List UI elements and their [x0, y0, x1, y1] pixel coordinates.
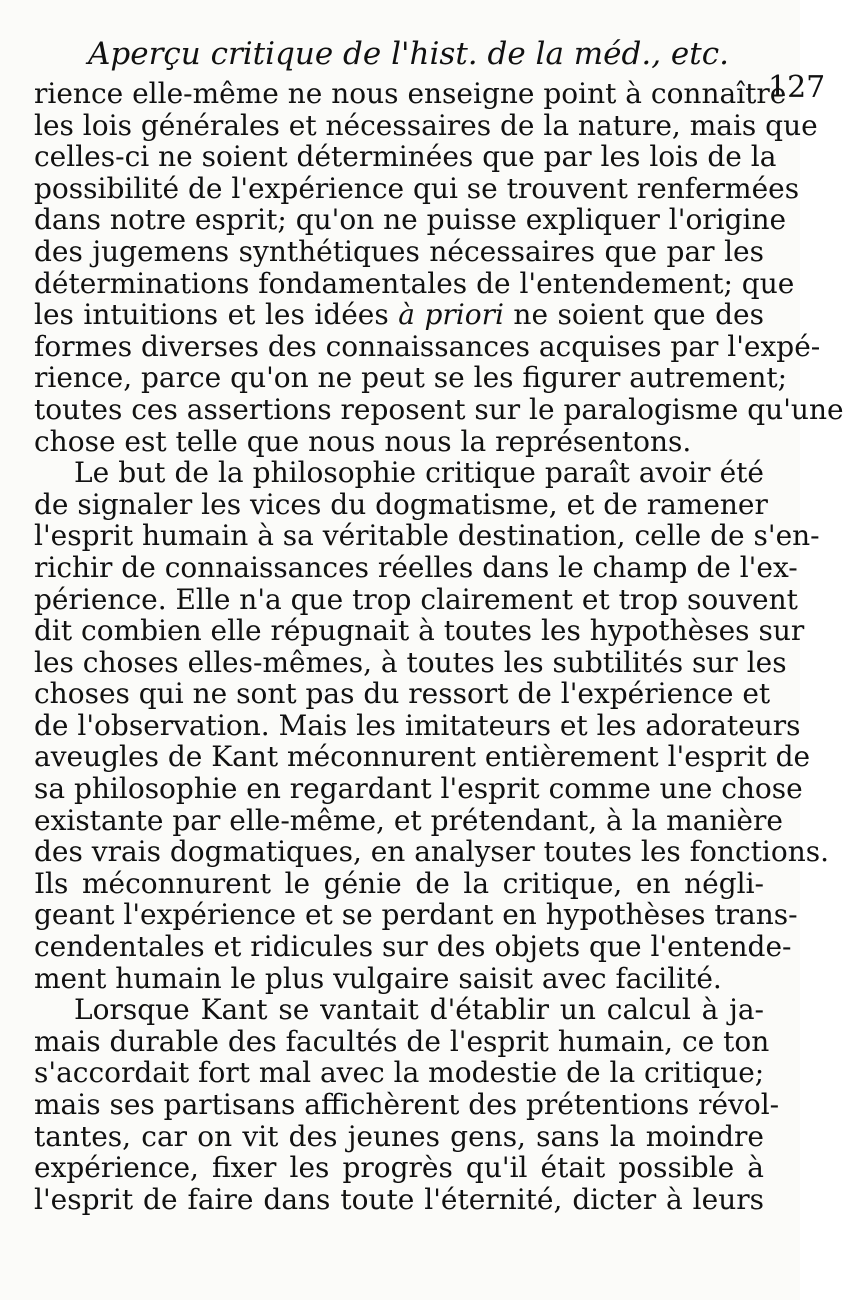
text-line: existante par elle-même, et prétendant, à la manière — [34, 803, 783, 837]
paragraph-start-line: Lorsque Kant se vantait d'établir un calcul à ja- — [74, 993, 764, 1027]
text-line: des vrais dogmatiques, en analyser toutes les fonctions. — [34, 835, 829, 869]
text-line: dans notre esprit; qu'on ne puisse expliquer l'origine — [34, 203, 787, 237]
text-line: cendentales et ridicules sur des objets que l'entende- — [34, 930, 792, 964]
text-line: celles-ci ne soient déterminées que par les lois de la — [34, 140, 777, 174]
text-line-with-italic — [34, 299, 764, 331]
text-line: aveugles de Kant méconnurent entièrement l'esprit de — [34, 740, 811, 774]
text-line: geant l'expérience et se perdant en hypothèses trans- — [34, 898, 798, 932]
paragraph-start-line: Le but de la philosophie critique paraît avoir été — [74, 456, 764, 490]
text-line: possibilité de l'expérience qui se trouvent renfermées — [34, 171, 800, 205]
text-line: s'accordait fort mal avec la modestie de la critique; — [34, 1056, 765, 1090]
text-line: rience elle-même ne nous enseigne point à connaître — [34, 77, 787, 110]
text-line: mais durable des facultés de l'esprit humain, ce ton — [34, 1024, 770, 1058]
text-line: mais ses partisans affichèrent des prétentions révol- — [34, 1088, 780, 1121]
running-head-title: Aperçu critique de l'hist. de la méd., etc. — [88, 36, 729, 72]
text-line: des jugemens synthétiques nécessaires que par les — [34, 234, 764, 268]
italic-term: à priori — [398, 298, 504, 332]
text-line: rience, parce qu'on ne peut se les figurer autrement; — [34, 361, 788, 395]
text-line: déterminations fondamentales de l'entendement; que — [34, 266, 795, 300]
text-fragment: les intuitions et les idées — [34, 298, 399, 332]
text-line: l'esprit de faire dans toute l'éternité, dicter à leurs — [34, 1182, 764, 1216]
text-line: richir de connaissances réelles dans le champ de l'ex- — [34, 550, 798, 584]
text-line: choses qui ne sont pas du ressort de l'expérience et — [34, 677, 771, 711]
text-line: Ils méconnurent le génie de la critique, en négli- — [34, 866, 764, 900]
text-line: formes diverses des connaissances acquises par l'expé- — [34, 329, 821, 363]
text-line: les choses elles-mêmes, à toutes les subtilités sur les — [34, 645, 787, 679]
text-line: expérience, fixer les progrès qu'il était possible à — [34, 1151, 764, 1185]
text-line: toutes ces assertions reposent sur le paralogisme qu'une — [34, 392, 844, 426]
page-number: 127 — [768, 70, 826, 105]
paragraph-end-line: ment humain le plus vulgaire saisit avec facilité. — [34, 961, 722, 995]
text-line: périence. Elle n'a que trop clairement et trop souvent — [34, 582, 798, 616]
text-line: tantes, car on vit des jeunes gens, sans la moindre — [34, 1119, 764, 1153]
text-fragment: ne soient que des — [503, 298, 764, 332]
paragraph-end-line: chose est telle que nous nous la représentons. — [34, 424, 692, 458]
text-line: de l'observation. Mais les imitateurs et les adorateurs — [34, 708, 801, 742]
text-line: l'esprit humain à sa véritable destination, celle de s'en- — [34, 519, 820, 553]
text-line: de signaler les vices du dogmatisme, et de ramener — [34, 487, 768, 521]
text-line: les lois générales et nécessaires de la nature, mais que — [34, 108, 818, 142]
text-line: dit combien elle répugnait à toutes les hypothèses sur — [34, 614, 805, 648]
text-line: sa philosophie en regardant l'esprit comme une chose — [34, 772, 803, 806]
